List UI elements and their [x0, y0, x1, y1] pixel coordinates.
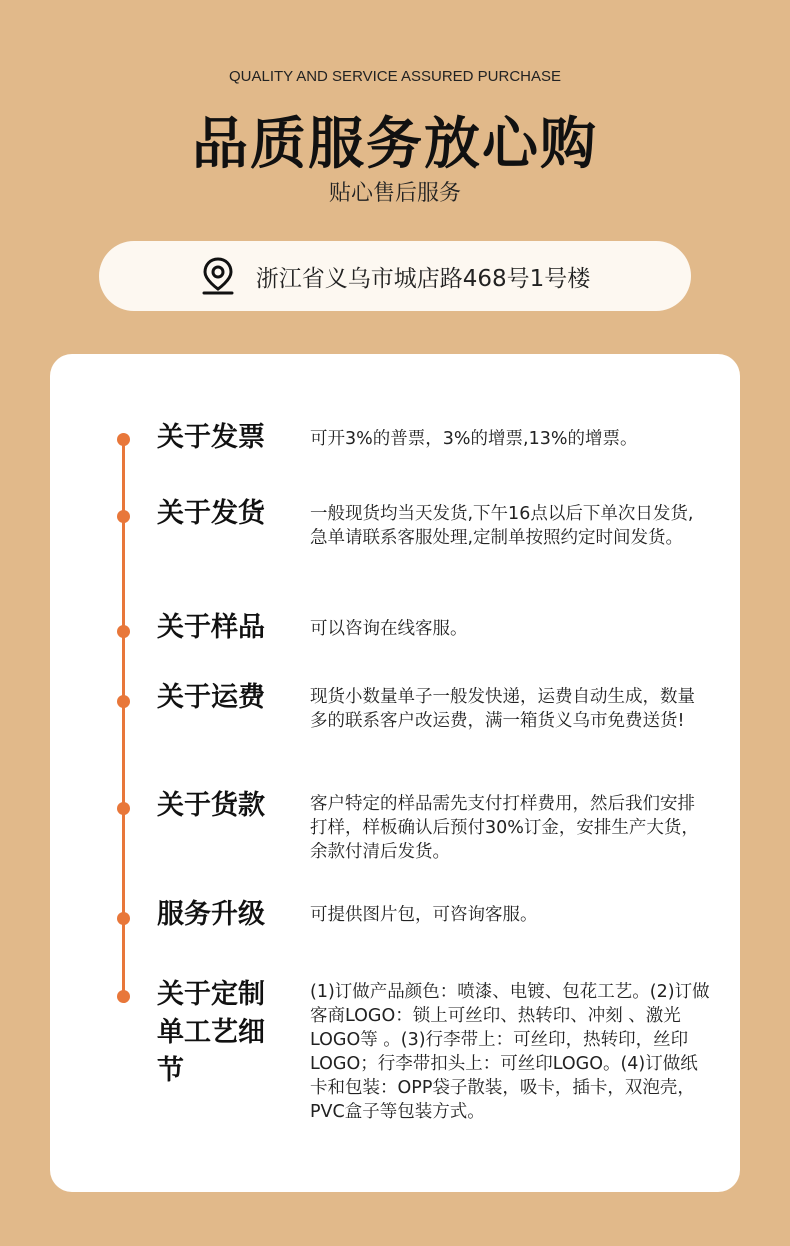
item-description: 一般现货均当天发货,下午16点以后下单次日发货,急单请联系客服处理,定制单按照约定时间发货。: [310, 504, 694, 548]
item-description: 可开3%的普票，3%的增票,13%的增票。: [310, 429, 638, 449]
page-title: 品质服务放心购: [192, 112, 598, 177]
item-label: 关于运费: [157, 682, 265, 713]
timeline-dot: [117, 802, 130, 815]
timeline-dot: [117, 912, 130, 925]
service-info-card: [50, 354, 740, 1192]
item-description: 现货小数量单子一般发快递，运费自动生成，数量多的联系客户改运费，满一箱货义乌市免费送货!: [310, 687, 695, 731]
item-description: (1)订做产品颜色：喷漆、电镀、包花工艺。(2)订做客商LOGO：锁上可丝印、热转印、冲刻 、激光LOGO等 。(3)行李带上：可丝印，热转印，丝印LOGO；行李带扣头上：可丝印LOGO。(4)订做纸卡和包装：OPP袋子散装，吸卡，插卡，双泡壳，PVC盒子等包装方式。: [310, 982, 710, 1122]
item-description: 可提供图片包，可咨询客服。: [310, 905, 538, 925]
item-description: 可以咨询在线客服。: [310, 619, 468, 639]
item-label: 关于样品: [157, 612, 265, 643]
subtitle-english: QUALITY AND SERVICE ASSURED PURCHASE: [228, 68, 562, 85]
address-text: 浙江省义乌市城店路468号1号楼: [255, 265, 591, 292]
item-label: 服务升级: [157, 899, 265, 930]
timeline-dot: [117, 510, 130, 523]
item-description: 客户特定的样品需先支付打样费用，然后我们安排打样，样板确认后预付30%订金，安排生产大货，余款付清后发货。: [310, 794, 699, 862]
item-label: 关于发货: [157, 498, 265, 529]
item-label: 关于发票: [157, 422, 265, 453]
address-pill: [99, 241, 691, 311]
subtitle-chinese: 贴心售后服务: [328, 181, 461, 206]
timeline-dot: [117, 990, 130, 1003]
location-pin-icon: [200, 256, 236, 296]
item-label: 关于货款: [157, 790, 265, 821]
item-label: 关于定制单工艺细节: [157, 979, 265, 1086]
timeline-dot: [117, 625, 130, 638]
timeline-dot: [117, 695, 130, 708]
timeline-dot: [117, 433, 130, 446]
